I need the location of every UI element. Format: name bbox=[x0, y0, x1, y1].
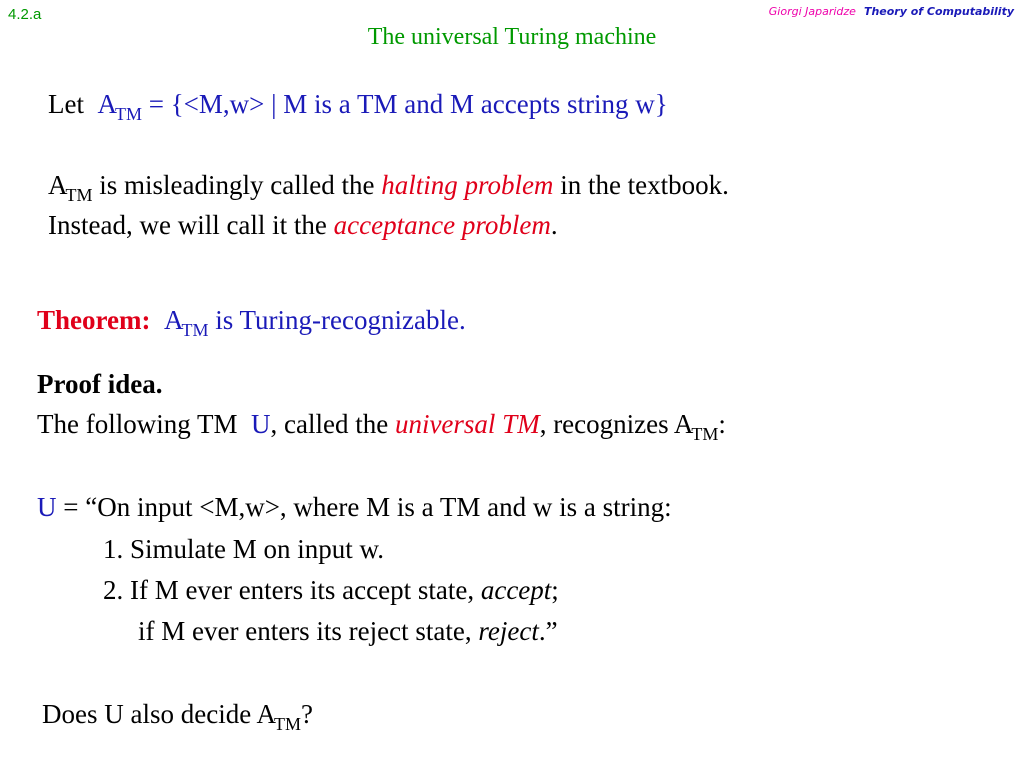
universal-tm-term: universal TM bbox=[394, 409, 540, 439]
machine-step-2 bbox=[103, 574, 559, 606]
reject-word: reject bbox=[478, 616, 539, 646]
proof-heading: Proof idea. bbox=[37, 369, 163, 399]
u-symbol: U bbox=[37, 492, 57, 522]
atm-symbol bbox=[163, 305, 209, 340]
naming-text-end: in the textbook. bbox=[553, 170, 729, 200]
halting-problem-term: halting problem bbox=[381, 170, 554, 200]
step-2-end: ; bbox=[551, 575, 559, 605]
step-3-end: .” bbox=[538, 616, 558, 646]
slide-number: 4.2.a bbox=[8, 6, 42, 23]
machine-intro bbox=[37, 491, 672, 523]
machine-intro-text: = “On input <M,w>, where M is a TM and w is a string: bbox=[56, 492, 672, 522]
header-credits bbox=[769, 4, 1014, 19]
atm-subscript: TM bbox=[691, 424, 719, 444]
proof-text-end: , recognizes A bbox=[539, 409, 694, 439]
naming-line-1 bbox=[48, 169, 729, 204]
course-name: Theory of Computability bbox=[863, 5, 1014, 18]
acceptance-problem-term: acceptance problem bbox=[333, 210, 551, 240]
proof-text-mid: , called the bbox=[270, 409, 395, 439]
theorem-text: is Turing-recognizable. bbox=[208, 305, 466, 335]
u-symbol: U bbox=[250, 409, 271, 439]
definition-line bbox=[48, 88, 668, 123]
atm-a: A bbox=[97, 89, 117, 119]
step-3-text: if M ever enters its reject state, bbox=[138, 616, 479, 646]
atm-subscript: TM bbox=[273, 714, 301, 734]
atm-a: A bbox=[163, 305, 184, 335]
question-mark: ? bbox=[300, 699, 313, 729]
question-text: Does U also decide A bbox=[42, 699, 276, 729]
theorem-line bbox=[37, 304, 466, 339]
atm-set-definition: = {<M,w> | M is a TM and M accepts string w} bbox=[148, 89, 668, 119]
atm-symbol bbox=[97, 89, 142, 124]
let-word: Let bbox=[48, 89, 84, 119]
atm-a: A bbox=[48, 170, 68, 200]
slide-title: The universal Turing machine bbox=[367, 24, 657, 50]
proof-text: The following TM bbox=[37, 409, 245, 439]
naming-text: is misleadingly called the bbox=[92, 170, 382, 200]
naming-text: Instead, we will call it the bbox=[48, 210, 334, 240]
naming-text-end: . bbox=[550, 210, 558, 240]
atm-subscript: TM bbox=[181, 320, 209, 340]
theorem-label: Theorem: bbox=[37, 305, 151, 335]
machine-step-1: 1. Simulate M on input w. bbox=[103, 534, 384, 564]
accept-word: accept bbox=[480, 575, 552, 605]
proof-colon: : bbox=[718, 409, 726, 439]
atm-subscript: TM bbox=[114, 104, 142, 124]
proof-line bbox=[37, 408, 726, 443]
closing-question bbox=[42, 698, 313, 733]
machine-step-3 bbox=[138, 615, 558, 647]
atm-subscript: TM bbox=[65, 185, 93, 205]
naming-line-2 bbox=[48, 209, 558, 241]
step-2-text: 2. If M ever enters its accept state, bbox=[103, 575, 481, 605]
author-name: Giorgi Japaridze bbox=[768, 5, 856, 18]
